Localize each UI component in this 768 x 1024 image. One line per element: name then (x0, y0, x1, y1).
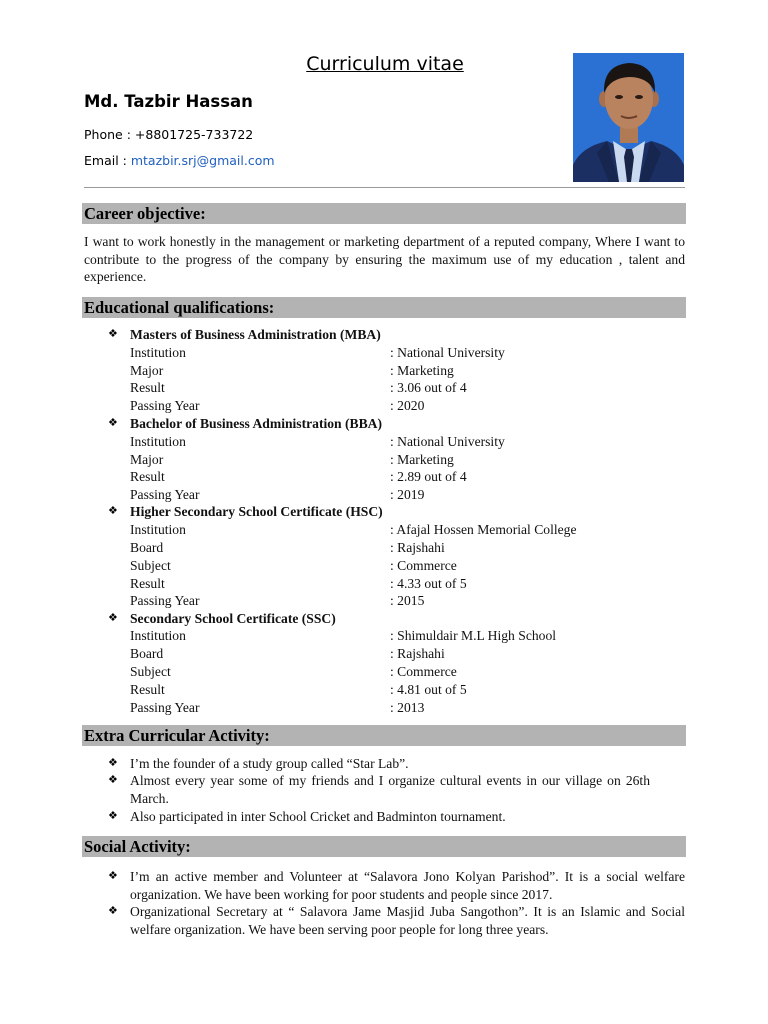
list-item: I’m an active member and Volunteer at “Salavora Jono Kolyan Parishod”. It is a social welfare organization. We have been working for poor students and people since 2017. (130, 869, 685, 902)
field-value: : Shimuldair M.L High School (390, 628, 557, 643)
section-social-activity: Social Activity: (82, 836, 686, 857)
phone-value: +8801725-733722 (134, 127, 254, 142)
diamond-bullet-icon: ❖ (108, 810, 118, 822)
field-value: : Marketing (390, 363, 454, 378)
field-value: : National University (390, 434, 505, 449)
field-label: Major (130, 452, 164, 467)
candidate-name: Md. Tazbir Hassan (84, 92, 253, 111)
degree-title: Secondary School Certificate (SSC) (130, 611, 336, 626)
degree-title: Bachelor of Business Administration (BBA) (130, 416, 383, 431)
section-education: Educational qualifications: (82, 297, 686, 318)
diamond-bullet-icon: ❖ (108, 417, 118, 429)
field-label: Board (130, 540, 164, 555)
field-label: Major (130, 363, 164, 378)
field-label: Passing Year (130, 700, 200, 715)
field-value: : Marketing (390, 452, 454, 467)
phone-label: Phone : (84, 127, 135, 142)
field-value: : Rajshahi (390, 646, 445, 661)
diamond-bullet-icon: ❖ (108, 905, 118, 917)
email-label: Email : (84, 153, 131, 168)
field-label: Board (130, 646, 164, 661)
field-value: : 2.89 out of 4 (390, 469, 467, 484)
field-value: : 2015 (390, 593, 425, 608)
field-label: Result (130, 469, 165, 484)
diamond-bullet-icon: ❖ (108, 757, 118, 769)
field-label: Result (130, 380, 165, 395)
diamond-bullet-icon: ❖ (108, 505, 118, 517)
career-objective-text: I want to work honestly in the management or marketing department of a reputed company, Where I want to contribute to the progress of the company by ensuring the maximum use of my education , talent and experience. (84, 234, 685, 285)
section-extra-curricular: Extra Curricular Activity: (82, 725, 686, 746)
field-label: Passing Year (130, 487, 200, 502)
field-label: Subject (130, 664, 171, 679)
degree-title: Masters of Business Administration (MBA) (130, 327, 381, 342)
field-value: : 2019 (390, 487, 425, 502)
field-label: Institution (130, 522, 186, 537)
field-value: : National University (390, 345, 505, 360)
portrait-illustration (573, 53, 684, 182)
diamond-bullet-icon: ❖ (108, 870, 118, 882)
list-item: Also participated in inter School Cricket and Badminton tournament. (130, 809, 506, 824)
diamond-bullet-icon: ❖ (108, 774, 118, 786)
header-divider (84, 187, 685, 188)
field-label: Result (130, 682, 165, 697)
list-item: Organizational Secretary at “ Salavora Jame Masjid Juba Sangothon”. It is an Islamic and Social welfare organization. We have been serving poor people for long three years. (130, 904, 685, 937)
phone-line (84, 127, 253, 142)
field-label: Subject (130, 558, 171, 573)
field-value: : Afajal Hossen Memorial College (390, 522, 577, 537)
diamond-bullet-icon: ❖ (108, 328, 118, 340)
diamond-bullet-icon: ❖ (108, 612, 118, 624)
list-item: I’m the founder of a study group called “Star Lab”. (130, 756, 409, 771)
section-career-objective: Career objective: (82, 203, 686, 224)
field-value: : 3.06 out of 4 (390, 380, 467, 395)
field-value: : Commerce (390, 558, 457, 573)
field-value: : 2013 (390, 700, 425, 715)
field-label: Institution (130, 434, 186, 449)
field-value: : Rajshahi (390, 540, 445, 555)
field-label: Institution (130, 628, 186, 643)
field-value: : Commerce (390, 664, 457, 679)
degree-title: Higher Secondary School Certificate (HSC) (130, 504, 383, 519)
field-value: : 4.33 out of 5 (390, 576, 467, 591)
email-link[interactable]: mtazbir.srj@gmail.com (130, 153, 275, 168)
field-label: Passing Year (130, 593, 200, 608)
field-label: Result (130, 576, 165, 591)
field-value: : 2020 (390, 398, 425, 413)
field-label: Passing Year (130, 398, 200, 413)
document-title: Curriculum vitae (306, 53, 464, 75)
field-value: : 4.81 out of 5 (390, 682, 467, 697)
profile-photo (573, 53, 684, 182)
list-item: Almost every year some of my friends and I organize cultural events in our village on 26th March. (130, 773, 650, 806)
email-line (84, 153, 275, 168)
field-label: Institution (130, 345, 186, 360)
